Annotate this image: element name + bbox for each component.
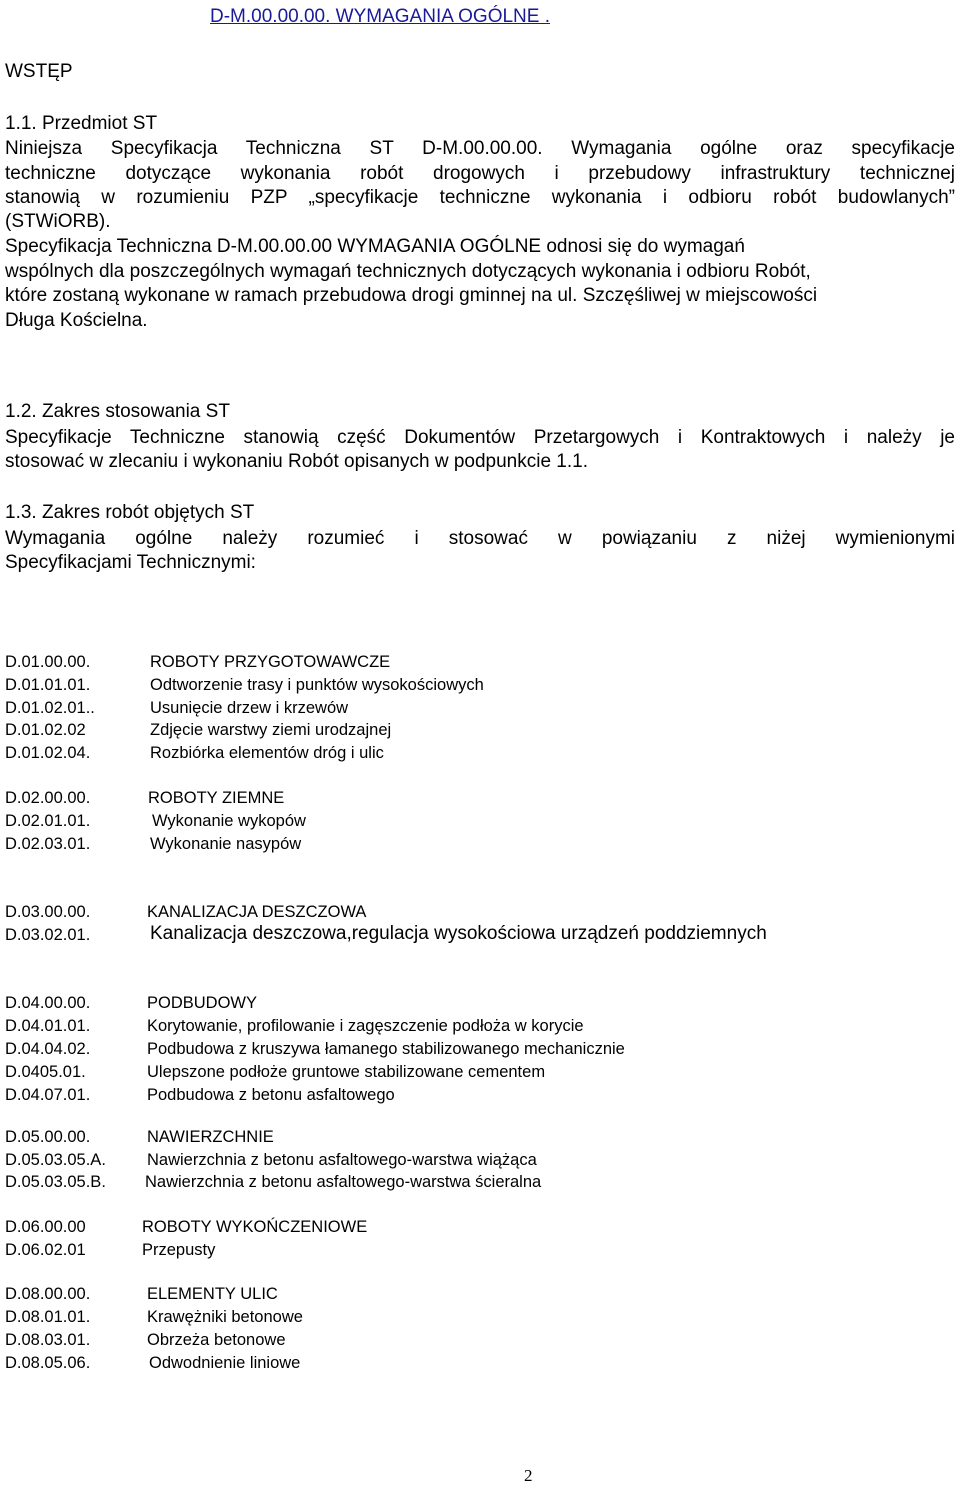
spec-code: D.02.01.01. bbox=[5, 812, 91, 830]
document-header-title: D-M.00.00.00. WYMAGANIA OGÓLNE . bbox=[210, 6, 550, 27]
spec-name: ROBOTY ZIEMNE bbox=[148, 789, 285, 807]
spec-name: Odwodnienie liniowe bbox=[149, 1354, 301, 1372]
spec-name: ROBOTY PRZYGOTOWAWCZE bbox=[150, 653, 391, 671]
text-line: Długa Kościelna. bbox=[5, 309, 148, 331]
spec-code: D.08.03.01. bbox=[5, 1331, 91, 1349]
spec-name: Kanalizacja deszczowa,regulacja wysokościowa urządzeń poddziemnych bbox=[150, 923, 767, 944]
spec-name: ELEMENTY ULIC bbox=[147, 1285, 278, 1303]
spec-name: Rozbiórka elementów dróg i ulic bbox=[150, 744, 384, 762]
spec-name: ROBOTY WYKOŃCZENIOWE bbox=[142, 1218, 368, 1236]
spec-name: Podbudowa z betonu asfaltowego bbox=[147, 1086, 395, 1104]
spec-name: Usunięcie drzew i krzewów bbox=[150, 699, 349, 717]
spec-code: D.06.00.00 bbox=[5, 1218, 86, 1236]
spec-name: KANALIZACJA DESZCZOWA bbox=[147, 903, 367, 921]
intro-heading: WSTĘP bbox=[5, 61, 73, 82]
spec-code: D.05.03.05.A. bbox=[5, 1151, 106, 1169]
spec-name: PODBUDOWY bbox=[147, 994, 258, 1012]
spec-code: D.04.01.01. bbox=[5, 1017, 91, 1035]
spec-name: NAWIERZCHNIE bbox=[147, 1128, 274, 1146]
spec-code: D.08.05.06. bbox=[5, 1354, 91, 1372]
section-1-3-paragraph-last: Specyfikacjami Technicznymi: bbox=[5, 552, 256, 573]
spec-name: Nawierzchnia z betonu asfaltowego-warstwa wiążąca bbox=[147, 1151, 537, 1169]
section-1-1-heading: 1.1. Przedmiot ST bbox=[5, 113, 158, 134]
spec-name: Wykonanie wykopów bbox=[152, 812, 306, 830]
spec-code: D.08.01.01. bbox=[5, 1308, 91, 1326]
spec-code: D.01.02.04. bbox=[5, 744, 91, 762]
spec-code: D.01.01.01. bbox=[5, 676, 91, 694]
text-line: stanowią w rozumieniu PZP „specyfikacje techniczne wykonania i odbioru robót budowlanych” bbox=[5, 187, 955, 208]
spec-name: Podbudowa z kruszywa łamanego stabilizowanego mechanicznie bbox=[147, 1040, 625, 1058]
spec-code: D.01.02.01.. bbox=[5, 699, 95, 717]
spec-name: Wykonanie nasypów bbox=[150, 835, 302, 853]
section-1-3-heading: 1.3. Zakres robót objętych ST bbox=[5, 502, 255, 523]
section-1-2-heading: 1.2. Zakres stosowania ST bbox=[5, 401, 230, 422]
text-line: techniczne dotyczące wykonania robót drogowych i przebudowy infrastruktury technicznej bbox=[5, 162, 955, 184]
spec-code: D.02.00.00. bbox=[5, 789, 91, 807]
spec-name: Obrzeża betonowe bbox=[147, 1331, 286, 1349]
page-number: 2 bbox=[524, 1466, 533, 1485]
spec-code: D.05.03.05.B. bbox=[5, 1173, 106, 1191]
section-1-1-paragraph-1-last: (STWiORB). bbox=[5, 211, 111, 232]
spec-code: D.02.03.01. bbox=[5, 835, 91, 853]
text-line: które zostaną wykonane w ramach przebudowa drogi gminnej na ul. Szczęśliwej w miejscowości bbox=[5, 285, 818, 306]
text-line: wspólnych dla poszczególnych wymagań technicznych dotyczących wykonania i odbioru Robót, bbox=[5, 260, 811, 282]
spec-name: Korytowanie, profilowanie i zagęszczenie podłoża w korycie bbox=[147, 1017, 584, 1035]
spec-code: D.04.04.02. bbox=[5, 1040, 91, 1058]
spec-code: D.08.00.00. bbox=[5, 1285, 91, 1303]
text-line: Wymagania ogólne należy rozumieć i stosować w powiązaniu z niżej wymienionymi bbox=[5, 528, 955, 549]
text-line: Specyfikacje Techniczne stanowią część Dokumentów Przetargowych i Kontraktowych i należy je bbox=[5, 427, 955, 448]
spec-name: Nawierzchnia z betonu asfaltowego-warstwa ścieralna bbox=[145, 1173, 542, 1191]
spec-name: Ulepszone podłoże gruntowe stabilizowane cementem bbox=[147, 1063, 546, 1081]
spec-name: Zdjęcie warstwy ziemi urodzajnej bbox=[150, 721, 392, 739]
spec-code: D.0405.01. bbox=[5, 1063, 86, 1081]
spec-name: Przepusty bbox=[142, 1241, 216, 1259]
spec-code: D.01.00.00. bbox=[5, 653, 91, 671]
section-1-2-paragraph-last: stosować w zlecaniu i wykonaniu Robót opisanych w podpunkcie 1.1. bbox=[5, 451, 588, 472]
spec-code: D.06.02.01 bbox=[5, 1241, 86, 1259]
spec-code: D.03.02.01. bbox=[5, 926, 91, 944]
spec-code: D.01.02.02 bbox=[5, 721, 86, 739]
spec-code: D.04.00.00. bbox=[5, 994, 91, 1012]
spec-code: D.04.07.01. bbox=[5, 1086, 91, 1104]
spec-name: Krawężniki betonowe bbox=[147, 1308, 303, 1326]
spec-name: Odtworzenie trasy i punktów wysokościowych bbox=[150, 676, 484, 694]
spec-code: D.05.00.00. bbox=[5, 1128, 91, 1146]
text-line: Specyfikacja Techniczna D-M.00.00.00 WYMAGANIA OGÓLNE odnosi się do wymagań bbox=[5, 236, 745, 257]
text-line: Niniejsza Specyfikacja Techniczna ST D-M.00.00.00. Wymagania ogólne oraz specyfikacje bbox=[5, 138, 955, 159]
spec-code: D.03.00.00. bbox=[5, 903, 91, 921]
